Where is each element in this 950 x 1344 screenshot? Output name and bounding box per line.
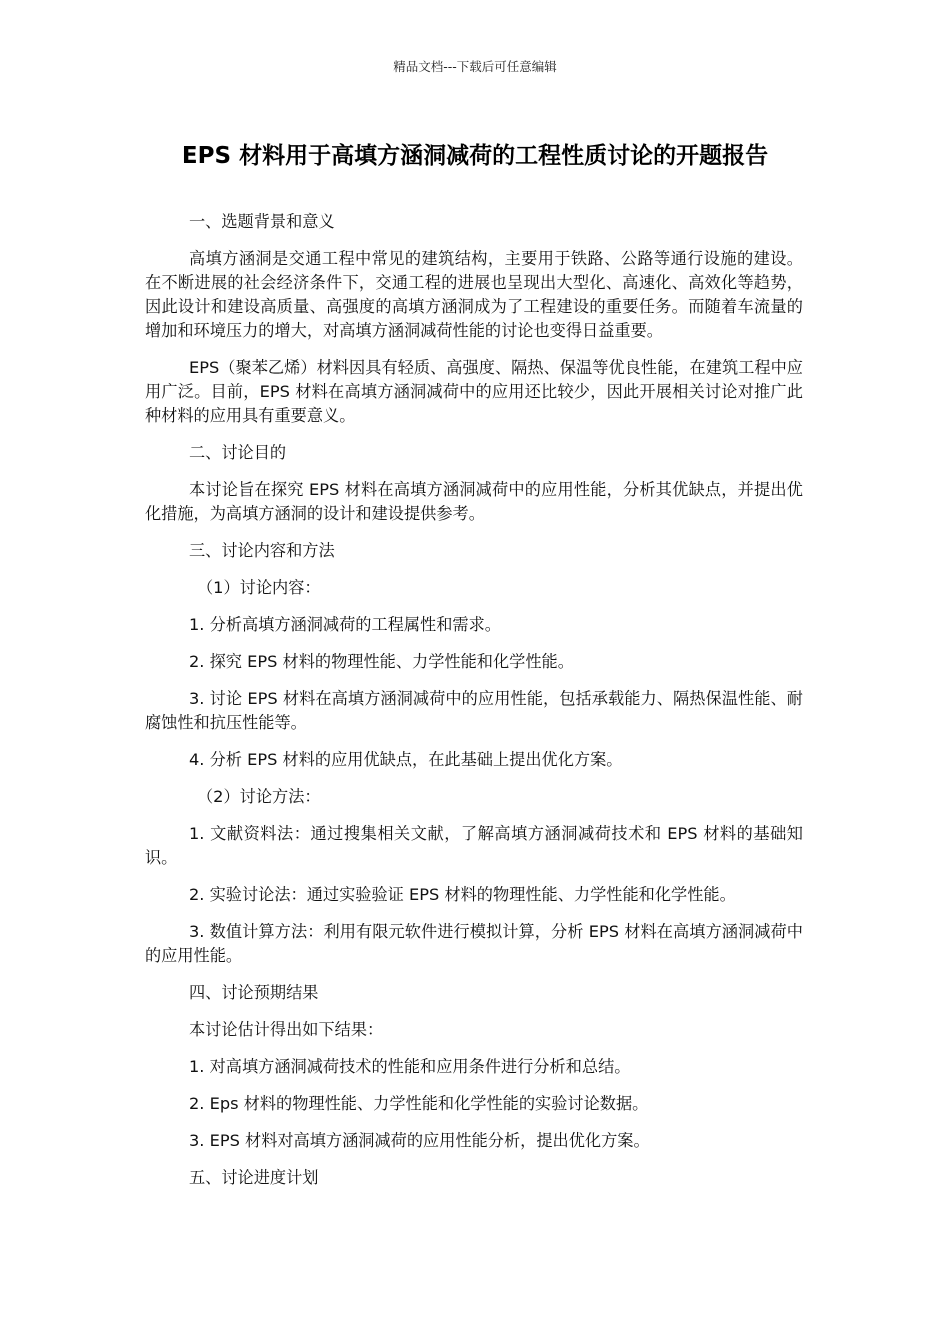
section-heading: 三、讨论内容和方法	[189, 541, 335, 560]
page-header: 精品文档---下载后可任意编辑	[393, 59, 557, 74]
paragraph: 4. 分析 EPS 材料的应用优缺点，在此基础上提出优化方案。	[189, 750, 623, 769]
section-heading: 二、讨论目的	[189, 443, 287, 462]
paragraph: 3. EPS 材料对高填方涵洞减荷的应用性能分析，提出优化方案。	[189, 1131, 650, 1150]
paragraph: EPS（聚苯乙烯）材料因具有轻质、高强度、隔热、保温等优良性能，在建筑工程中应用广泛。目前，EPS 材料在高填方涵洞减荷中的应用还比较少，因此开展相关讨论对推广此种材料的应用具有重要意义。	[145, 358, 803, 425]
paragraph: 本讨论估计得出如下结果：	[189, 1020, 384, 1039]
paragraph: 高填方涵洞是交通工程中常见的建筑结构，主要用于铁路、公路等通行设施的建设。在不断进展的社会经济条件下，交通工程的进展也呈现出大型化、高速化、高效化等趋势，因此设计和建设高质量、高强度的高填方涵洞成为了工程建设的重要任务。而随着车流量的增加和环境压力的增大，对高填方涵洞减荷性能的讨论也变得日益重要。	[145, 249, 803, 340]
paragraph: 3. 数值计算方法：利用有限元软件进行模拟计算，分析 EPS 材料在高填方涵洞减荷中的应用性能。	[145, 922, 803, 965]
paragraph: 1. 分析高填方涵洞减荷的工程属性和需求。	[189, 615, 501, 634]
paragraph: （1）讨论内容：	[197, 578, 321, 597]
paragraph: （2）讨论方法：	[197, 787, 321, 806]
paragraph: 2. Eps 材料的物理性能、力学性能和化学性能的实验讨论数据。	[189, 1094, 649, 1113]
paragraph: 3. 讨论 EPS 材料在高填方涵洞减荷中的应用性能，包括承载能力、隔热保温性能、耐腐蚀性和抗压性能等。	[145, 689, 803, 732]
paragraph: 1. 文献资料法：通过搜集相关文献，了解高填方涵洞减荷技术和 EPS 材料的基础知识。	[145, 824, 803, 867]
paragraph: 本讨论旨在探究 EPS 材料在高填方涵洞减荷中的应用性能，分析其优缺点，并提出优化措施，为高填方涵洞的设计和建设提供参考。	[145, 480, 803, 523]
section-heading: 四、讨论预期结果	[189, 983, 319, 1002]
paragraph: 2. 实验讨论法：通过实验验证 EPS 材料的物理性能、力学性能和化学性能。	[189, 885, 736, 904]
paragraph: 1. 对高填方涵洞减荷技术的性能和应用条件进行分析和总结。	[189, 1057, 631, 1076]
section-heading: 五、讨论进度计划	[189, 1168, 319, 1187]
document-title: EPS 材料用于高填方涵洞减荷的工程性质讨论的开题报告	[181, 143, 769, 169]
section-heading: 一、选题背景和意义	[189, 212, 335, 231]
document-body	[145, 210, 803, 1203]
paragraph: 2. 探究 EPS 材料的物理性能、力学性能和化学性能。	[189, 652, 574, 671]
